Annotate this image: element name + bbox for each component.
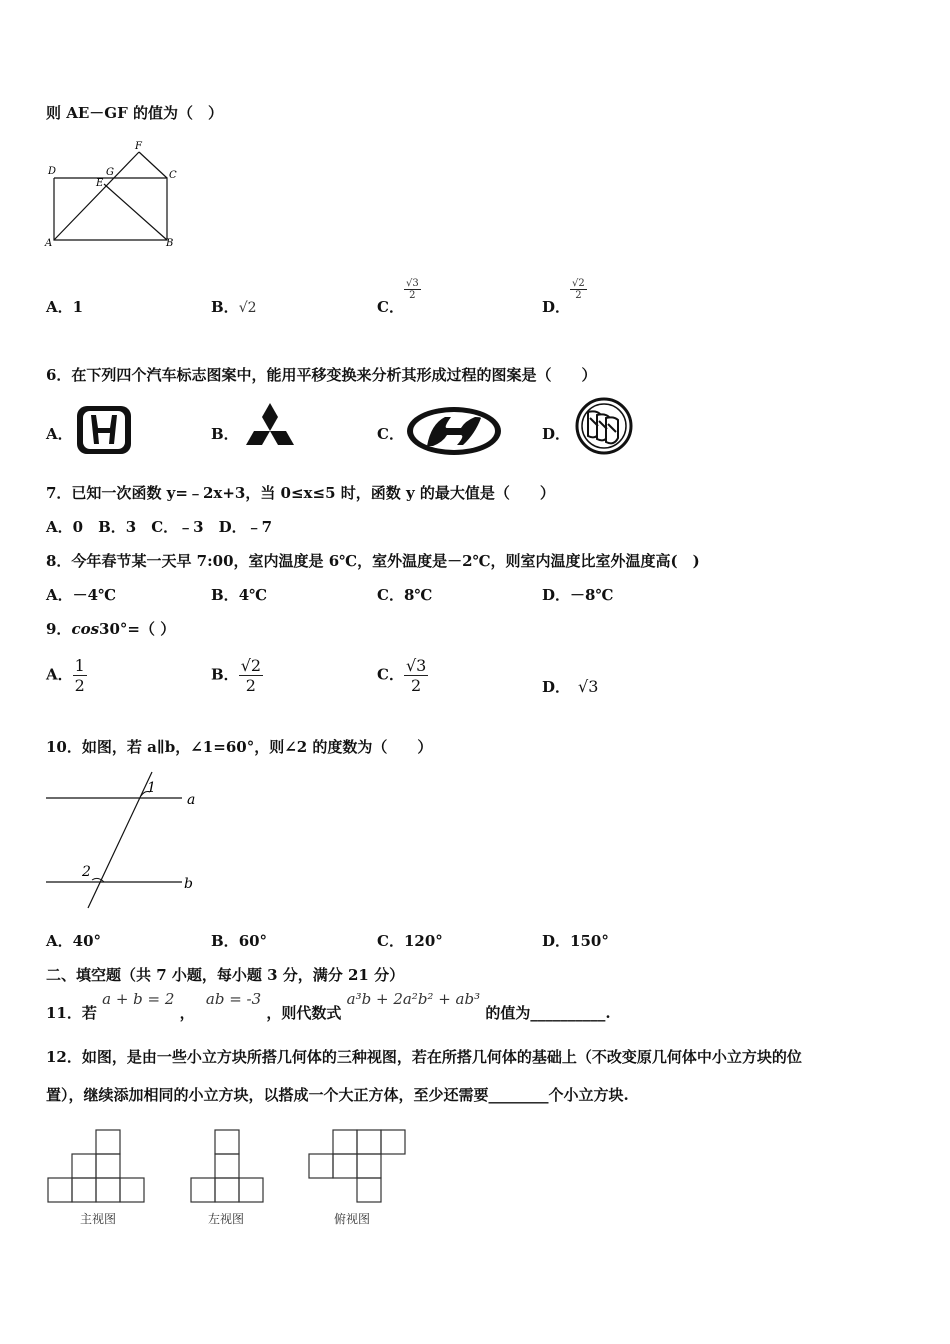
left-view-caption: 左视图 <box>208 1212 245 1226</box>
q8-option-a[interactable]: A．－4℃ <box>46 586 117 604</box>
q10-stem: 10．如图，若 a∥b，∠1=60°，则∠2 的度数为（ ） <box>46 738 433 756</box>
q12-three-views <box>46 1128 416 1208</box>
q6-option-a-label[interactable]: A． <box>46 425 73 443</box>
front-view <box>48 1130 144 1202</box>
q10-figure <box>44 768 204 916</box>
q9-option-a[interactable]: A． $\frac{1}{2}$ <box>46 656 85 695</box>
q6-option-b-label[interactable]: B． <box>211 425 239 443</box>
q8-option-d[interactable]: D．－8℃ <box>542 586 614 604</box>
top-view <box>309 1130 405 1202</box>
q5-option-a[interactable]: A．1 <box>46 298 84 316</box>
q12-line-1: 12．如图，是由一些小立方块所搭几何体的三种视图，若在所搭几何体的基础上（不改变原几何体中小立方块的位 <box>46 1048 802 1066</box>
label-f: F <box>135 141 142 152</box>
q9-option-c[interactable]: C． $\frac{√3}{2}$ <box>377 656 427 695</box>
mitsubishi-logo-icon <box>240 401 300 457</box>
top-view-caption: 俯视图 <box>334 1212 371 1226</box>
q5-figure <box>42 138 182 250</box>
honda-logo-icon <box>75 404 133 456</box>
line-b-label: b <box>184 876 193 892</box>
q8-option-c[interactable]: C．8℃ <box>377 586 433 604</box>
q9-stem: 9．cos30°=（ ） <box>46 620 176 638</box>
q10-option-c[interactable]: C．120° <box>377 932 443 950</box>
q5-stem: 则 AE－GF 的值为（ ） <box>46 104 223 122</box>
q6-stem: 6．在下列四个汽车标志图案中，能用平移变换来分析其形成过程的图案是（ ） <box>46 366 597 384</box>
q10-option-d[interactable]: D．150° <box>542 932 609 950</box>
q7-stem: 7．已知一次函数 y=﹣2x+3，当 0≤x≤5 时，函数 y 的最大值是（ ） <box>46 484 555 502</box>
q8-option-b[interactable]: B．4℃ <box>211 586 268 604</box>
q6-option-d-label[interactable]: D． <box>542 425 571 443</box>
q10-option-b[interactable]: B．60° <box>211 932 268 950</box>
q5-option-d[interactable]: D． $\frac{√2}{2}$ <box>542 278 585 316</box>
label-a: A <box>45 238 53 249</box>
q8-stem: 8．今年春节某一天早 7:00，室内温度是 6℃，室外温度是－2℃，则室内温度比室外温度高( ) <box>46 552 700 570</box>
label-b: B <box>166 238 174 249</box>
q7-options[interactable]: A．0 B．3 C．﹣3 D．﹣7 <box>46 518 273 536</box>
hyundai-logo-icon <box>405 404 503 458</box>
angle-2-label: 2 <box>82 864 91 880</box>
left-view <box>191 1130 263 1202</box>
q9-option-b[interactable]: B． $\frac{√2}{2}$ <box>211 656 262 695</box>
label-c: C <box>169 170 177 181</box>
q5-option-b[interactable]: B．√2 <box>211 298 257 316</box>
q10-option-a[interactable]: A．40° <box>46 932 102 950</box>
label-d: D <box>48 166 57 177</box>
buick-logo-icon <box>574 396 634 456</box>
q9-option-d[interactable]: D． √3 <box>542 677 599 696</box>
section-2-heading: 二、填空题（共 7 小题，每小题 3 分，满分 21 分） <box>46 966 405 984</box>
line-a-label: a <box>187 792 196 808</box>
front-view-caption: 主视图 <box>80 1212 117 1226</box>
label-e: E <box>96 178 104 189</box>
q11: 11．若 a + b = 2 ， ab = -3 ，则代数式 a³b + 2a²b² + ab³ 的值为__________. <box>46 990 611 1022</box>
q5-option-c[interactable]: C． $\frac{√3}{2}$ <box>377 278 419 316</box>
label-g: G <box>106 167 114 178</box>
q6-option-c-label[interactable]: C． <box>377 425 404 443</box>
angle-1-label: 1 <box>147 780 156 796</box>
q12-line-2: 置），继续添加相同的小立方块，以搭成一个大正方体，至少还需要________个小立方块. <box>46 1086 629 1104</box>
